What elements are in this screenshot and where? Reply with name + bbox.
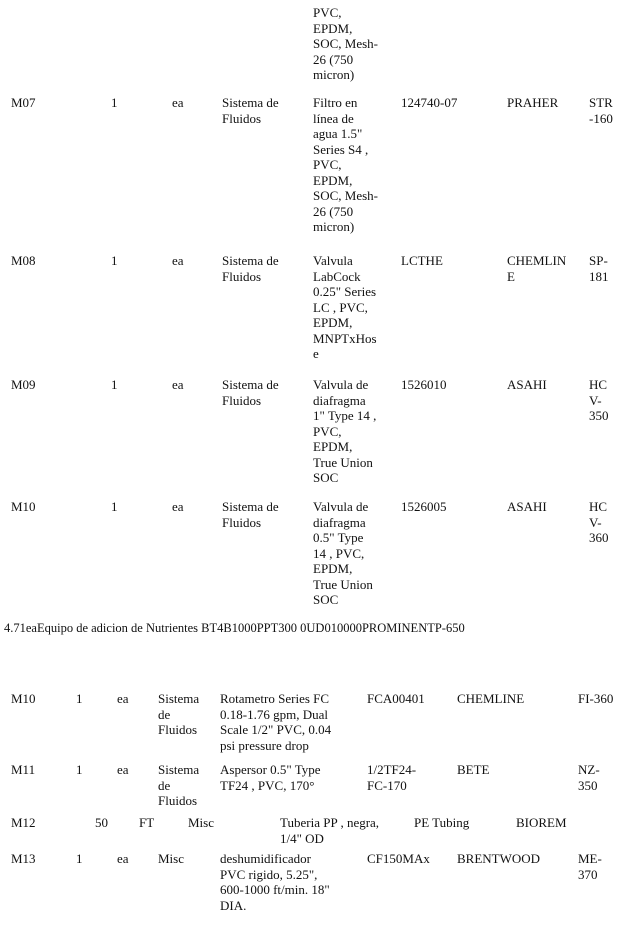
unit: ea (117, 762, 129, 777)
part-number: 1/2TF24- FC-170 (367, 762, 417, 793)
unit: ea (172, 499, 184, 514)
brand: CHEMLINE (457, 691, 525, 706)
description: Valvula de diafragma 0.5" Type 14 , PVC, EPDM, True Union SOC (313, 499, 373, 607)
item-code: M12 (11, 815, 36, 830)
category: Sistema de Fluidos (222, 95, 279, 126)
part-number: CF150MAx (367, 851, 430, 866)
part-number: 124740-07 (401, 95, 458, 110)
quantity: 50 (95, 815, 108, 830)
tag: STR -160 (589, 95, 613, 126)
part-number: LCTHE (401, 253, 443, 268)
unit: ea (117, 691, 129, 706)
nutrient-equipment-line: 4.71eaEquipo de adicion de Nutrientes BT4B1000PPT300 0UD010000PROMINENTP-650 (4, 621, 465, 635)
part-number: PE Tubing (414, 815, 470, 830)
description: Valvula de diafragma 1" Type 14 , PVC, EPDM, True Union SOC (313, 377, 377, 485)
tag: HC V- 360 (589, 499, 609, 545)
category: Misc (188, 815, 214, 830)
unit: ea (172, 253, 184, 268)
brand: ASAHI (507, 377, 547, 392)
category: Sistema de Fluidos (222, 377, 279, 408)
quantity: 1 (76, 691, 83, 706)
quantity: 1 (111, 253, 118, 268)
part-number: 1526005 (401, 499, 447, 514)
brand: ASAHI (507, 499, 547, 514)
description: Tuberia PP , negra, 1/4" OD (280, 815, 380, 846)
category: Sistema de Fluidos (222, 253, 279, 284)
tag: FI-360 (578, 691, 614, 706)
category: Misc (158, 851, 184, 866)
tag: HC V- 350 (589, 377, 609, 423)
category: Sistema de Fluidos (158, 762, 200, 808)
brand: PRAHER (507, 95, 559, 110)
description: Valvula LabCock 0.25" Series LC , PVC, EPDM, MNPTxHos e (313, 253, 377, 361)
item-code: M07 (11, 95, 36, 110)
description: deshumidificador PVC rigido, 5.25", 600-1000 ft/min. 18" DIA. (220, 851, 330, 913)
tag: SP- 181 (589, 253, 609, 284)
category: Sistema de Fluidos (158, 691, 200, 737)
unit: ea (172, 95, 184, 110)
item-code: M11 (11, 762, 36, 777)
category: Sistema de Fluidos (222, 499, 279, 530)
part-number: FCA00401 (367, 691, 425, 706)
tag: ME- 370 (578, 851, 602, 882)
item-code: M10 (11, 499, 36, 514)
brand: BRENTWOOD (457, 851, 541, 866)
description: Aspersor 0.5" Type TF24 , PVC, 170° (220, 762, 321, 793)
item-code: M09 (11, 377, 36, 392)
brand: BIOREM (516, 815, 567, 830)
quantity: 1 (111, 499, 118, 514)
quantity: 1 (76, 851, 83, 866)
brand: BETE (457, 762, 490, 777)
unit: ea (117, 851, 129, 866)
part-number: 1526010 (401, 377, 447, 392)
quantity: 1 (76, 762, 83, 777)
description: Rotametro Series FC 0.18-1.76 gpm, Dual Scale 1/2" PVC, 0.04 psi pressure drop (220, 691, 332, 753)
item-code: M10 (11, 691, 36, 706)
tag: NZ- 350 (578, 762, 600, 793)
quantity: 1 (111, 377, 118, 392)
quantity: 1 (111, 95, 118, 110)
description: Filtro en línea de agua 1.5" Series S4 , PVC, EPDM, SOC, Mesh- 26 (750 micron) (313, 95, 379, 234)
brand: CHEMLIN E (507, 253, 567, 284)
unit: ea (172, 377, 184, 392)
description-continuation: PVC, EPDM, SOC, Mesh- 26 (750 micron) (313, 5, 379, 82)
item-code: M13 (11, 851, 36, 866)
item-code: M08 (11, 253, 36, 268)
unit: FT (139, 815, 155, 830)
